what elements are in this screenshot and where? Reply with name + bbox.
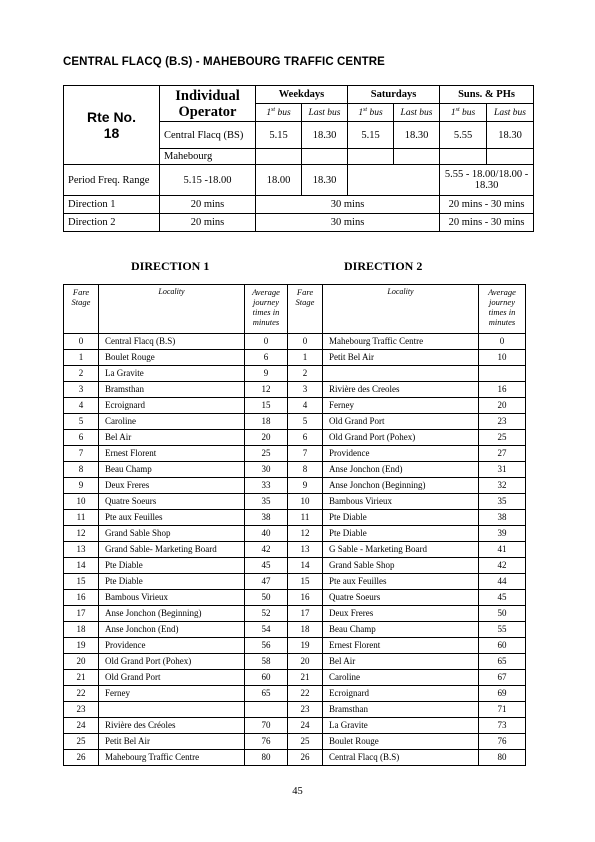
fare-stage-1: 18 <box>64 622 99 638</box>
fare-stage-2: 9 <box>288 478 323 494</box>
locality-1: Caroline <box>99 414 245 430</box>
locality-2: G Sable - Marketing Board <box>323 542 479 558</box>
fare-stage-2: 7 <box>288 446 323 462</box>
journey-time-1: 40 <box>245 526 288 542</box>
journey-time-2 <box>479 366 526 382</box>
table-row <box>64 606 526 622</box>
locality-1: Grand Sable- Marketing Board <box>99 542 245 558</box>
locality-2: Central Flacq (B.S) <box>323 750 479 766</box>
journey-time-1: 58 <box>245 654 288 670</box>
locality-1: Rivière des Créoles <box>99 718 245 734</box>
table-row <box>64 654 526 670</box>
fare-stage-2: 18 <box>288 622 323 638</box>
fare-stage-2: 3 <box>288 382 323 398</box>
locality-2: Bambous Virieux <box>323 494 479 510</box>
direction2-sunday-freq: 20 mins - 30 mins <box>440 214 534 232</box>
locality-2: Providence <box>323 446 479 462</box>
fare-stage-2: 6 <box>288 430 323 446</box>
table-row <box>64 542 526 558</box>
journey-time-1: 15 <box>245 398 288 414</box>
journey-time-2: 0 <box>479 334 526 350</box>
journey-time-1: 52 <box>245 606 288 622</box>
fare-stage-1: 22 <box>64 686 99 702</box>
locality-1: Petit Bel Air <box>99 734 245 750</box>
journey-time-2: 69 <box>479 686 526 702</box>
sunday-last-bus-header: Last bus <box>487 104 534 122</box>
table-row <box>64 670 526 686</box>
locality-1: Beau Champ <box>99 462 245 478</box>
route-summary-table <box>63 85 534 232</box>
fare-stage-1: 15 <box>64 574 99 590</box>
fare-stage-1: 26 <box>64 750 99 766</box>
journey-time-2: 76 <box>479 734 526 750</box>
locality-2: Grand Sable Shop <box>323 558 479 574</box>
locality-1: Central Flacq (B.S) <box>99 334 245 350</box>
locality-1: Old Grand Port (Pohex) <box>99 654 245 670</box>
fare-stage-1: 1 <box>64 350 99 366</box>
locality-2: Old Grand Port (Pohex) <box>323 430 479 446</box>
direction1-label: Direction 1 <box>64 196 160 214</box>
journey-time-1: 65 <box>245 686 288 702</box>
fare-stage-1: 5 <box>64 414 99 430</box>
sunday-first-bus-header: 1st bus <box>440 104 487 122</box>
time-cell: 18.30 <box>302 122 348 149</box>
table-row <box>64 478 526 494</box>
locality-1: Pte aux Feuilles <box>99 510 245 526</box>
journey-time-1: 33 <box>245 478 288 494</box>
locality-1: Pte Diable <box>99 558 245 574</box>
fare-stage-2: 13 <box>288 542 323 558</box>
fare-stage-2: 2 <box>288 366 323 382</box>
table-row <box>64 734 526 750</box>
table-row <box>64 366 526 382</box>
journey-time-1: 6 <box>245 350 288 366</box>
journey-time-2: 27 <box>479 446 526 462</box>
weekdays-header: Weekdays <box>256 86 348 104</box>
journey-time-2: 35 <box>479 494 526 510</box>
table-row <box>64 446 526 462</box>
time-cell: 18.30 <box>394 122 440 149</box>
journey-time-1: 20 <box>245 430 288 446</box>
fare-stage-2: 26 <box>288 750 323 766</box>
locality-2: Ecroignard <box>323 686 479 702</box>
fare-stage-2: 23 <box>288 702 323 718</box>
journey-time-1: 60 <box>245 670 288 686</box>
journey-time-2: 23 <box>479 414 526 430</box>
fare-stage-2: 4 <box>288 398 323 414</box>
fare-stage-1: 25 <box>64 734 99 750</box>
journey-time-1: 56 <box>245 638 288 654</box>
fare-stage-1: 13 <box>64 542 99 558</box>
journey-time-1: 54 <box>245 622 288 638</box>
journey-time-1: 80 <box>245 750 288 766</box>
fare-stage-1: 3 <box>64 382 99 398</box>
table-row <box>64 638 526 654</box>
locality-1: Bramsthan <box>99 382 245 398</box>
locality-1: Ferney <box>99 686 245 702</box>
journey-time-2: 16 <box>479 382 526 398</box>
journey-time-1: 35 <box>245 494 288 510</box>
locality-1: Old Grand Port <box>99 670 245 686</box>
direction1-sunday-freq: 20 mins - 30 mins <box>440 196 534 214</box>
locality-2 <box>323 366 479 382</box>
journey-time-2: 39 <box>479 526 526 542</box>
locality-1: Ernest Florent <box>99 446 245 462</box>
journey-time-1: 30 <box>245 462 288 478</box>
locality-2: Rivière des Creoles <box>323 382 479 398</box>
period-value: 18.00 <box>256 165 302 196</box>
fare-stage-1: 11 <box>64 510 99 526</box>
journey-time-1: 9 <box>245 366 288 382</box>
weekday-first-bus-header: 1st bus <box>256 104 302 122</box>
fare-stage-header: Fare Stage <box>288 285 323 334</box>
locality-1: Grand Sable Shop <box>99 526 245 542</box>
locality-1 <box>99 702 245 718</box>
fare-stage-1: 10 <box>64 494 99 510</box>
fare-stage-1: 24 <box>64 718 99 734</box>
journey-time-1: 42 <box>245 542 288 558</box>
fare-stage-2: 24 <box>288 718 323 734</box>
locality-2: Caroline <box>323 670 479 686</box>
page-number: 45 <box>292 786 303 797</box>
fare-stage-2: 8 <box>288 462 323 478</box>
journey-time-1 <box>245 702 288 718</box>
locality-1: Pte Diable <box>99 574 245 590</box>
locality-2: Bel Air <box>323 654 479 670</box>
time-cell: 18.30 <box>487 122 534 149</box>
direction2-saturday-freq: 30 mins <box>256 214 440 232</box>
table-row <box>64 398 526 414</box>
table-row <box>64 350 526 366</box>
fare-stage-2: 12 <box>288 526 323 542</box>
direction2-label: Direction 2 <box>64 214 160 232</box>
journey-time-1: 25 <box>245 446 288 462</box>
table-row <box>64 702 526 718</box>
fare-stage-header: Fare Stage <box>64 285 99 334</box>
journey-time-2: 71 <box>479 702 526 718</box>
table-row <box>64 718 526 734</box>
journey-time-1: 47 <box>245 574 288 590</box>
locality-2: Pte aux Feuilles <box>323 574 479 590</box>
journey-time-2: 20 <box>479 398 526 414</box>
fare-stage-1: 4 <box>64 398 99 414</box>
direction2-heading: DIRECTION 2 <box>344 259 423 273</box>
fare-stage-2: 1 <box>288 350 323 366</box>
fare-stage-1: 12 <box>64 526 99 542</box>
locality-2: Anse Jonchon (End) <box>323 462 479 478</box>
journey-time-2: 80 <box>479 750 526 766</box>
journey-time-1: 0 <box>245 334 288 350</box>
fare-stage-1: 0 <box>64 334 99 350</box>
direction1-heading: DIRECTION 1 <box>131 259 210 273</box>
fare-stage-2: 15 <box>288 574 323 590</box>
fare-stage-1: 20 <box>64 654 99 670</box>
fare-stage-1: 7 <box>64 446 99 462</box>
direction2-weekday-freq: 20 mins <box>160 214 256 232</box>
table-row <box>64 558 526 574</box>
period-value: 18.30 <box>302 165 348 196</box>
locality-2: La Gravite <box>323 718 479 734</box>
sundays-header: Suns. & PHs <box>440 86 534 104</box>
journey-time-2: 44 <box>479 574 526 590</box>
locality-1: Bambous Virieux <box>99 590 245 606</box>
stop-mahebourg: Mahebourg <box>160 149 256 165</box>
journey-time-2: 10 <box>479 350 526 366</box>
journey-time-2: 42 <box>479 558 526 574</box>
fare-stage-1: 19 <box>64 638 99 654</box>
locality-2: Beau Champ <box>323 622 479 638</box>
page-title: CENTRAL FLACQ (B.S) - MAHEBOURG TRAFFIC CENTRE <box>63 56 385 68</box>
fare-stage-2: 19 <box>288 638 323 654</box>
fare-stage-2: 22 <box>288 686 323 702</box>
time-cell: 5.55 <box>440 122 487 149</box>
route-number: 18 <box>103 125 120 141</box>
locality-1: Anse Jonchon (End) <box>99 622 245 638</box>
saturdays-header: Saturdays <box>348 86 440 104</box>
locality-2: Old Grand Port <box>323 414 479 430</box>
journey-time-2: 45 <box>479 590 526 606</box>
locality-1: Bel Air <box>99 430 245 446</box>
journey-time-2: 73 <box>479 718 526 734</box>
direction1-weekday-freq: 20 mins <box>160 196 256 214</box>
route-number-cell <box>64 86 160 165</box>
journey-time-2: 60 <box>479 638 526 654</box>
fare-stage-2: 20 <box>288 654 323 670</box>
saturday-first-bus-header: 1st bus <box>348 104 394 122</box>
period-sunday-range: 5.55 - 18.00/18.00 - 18.30 <box>440 165 534 196</box>
table-row <box>64 494 526 510</box>
journey-time-1: 45 <box>245 558 288 574</box>
journey-time-2: 41 <box>479 542 526 558</box>
locality-2: Petit Bel Air <box>323 350 479 366</box>
time-cell: 5.15 <box>348 122 394 149</box>
locality-2: Mahebourg Traffic Centre <box>323 334 479 350</box>
fare-stage-1: 16 <box>64 590 99 606</box>
direction1-saturday-freq: 30 mins <box>256 196 440 214</box>
locality-1: Providence <box>99 638 245 654</box>
journey-time-1: 18 <box>245 414 288 430</box>
table-row <box>64 382 526 398</box>
journey-time-2: 67 <box>479 670 526 686</box>
operator-header-line2: Operator <box>178 103 237 120</box>
locality-header: Locality <box>99 285 245 334</box>
journey-time-2: 32 <box>479 478 526 494</box>
locality-1: Deux Freres <box>99 478 245 494</box>
table-row <box>64 334 526 350</box>
saturday-last-bus-header: Last bus <box>394 104 440 122</box>
locality-2: Pte Diable <box>323 510 479 526</box>
table-row <box>64 462 526 478</box>
period-label: Period Freq. Range <box>64 165 160 196</box>
table-row <box>64 430 526 446</box>
fare-stage-1: 8 <box>64 462 99 478</box>
route-label: Rte No. <box>87 109 136 125</box>
locality-1: Anse Jonchon (Beginning) <box>99 606 245 622</box>
locality-1: Ecroignard <box>99 398 245 414</box>
journey-time-1: 70 <box>245 718 288 734</box>
fare-stage-2: 14 <box>288 558 323 574</box>
fare-stage-1: 21 <box>64 670 99 686</box>
table-row <box>64 750 526 766</box>
table-row <box>64 590 526 606</box>
fare-stage-1: 17 <box>64 606 99 622</box>
journey-time-1: 50 <box>245 590 288 606</box>
locality-header: Locality <box>323 285 479 334</box>
table-row <box>64 686 526 702</box>
fare-stage-2: 16 <box>288 590 323 606</box>
table-row <box>64 574 526 590</box>
fare-stage-1: 6 <box>64 430 99 446</box>
table-row <box>64 526 526 542</box>
operator-header <box>160 86 256 122</box>
table-row <box>64 510 526 526</box>
fare-stage-2: 10 <box>288 494 323 510</box>
weekday-last-bus-header: Last bus <box>302 104 348 122</box>
journey-time-2: 25 <box>479 430 526 446</box>
locality-2: Ferney <box>323 398 479 414</box>
locality-1: Quatre Soeurs <box>99 494 245 510</box>
table-row <box>64 622 526 638</box>
journey-time-1: 12 <box>245 382 288 398</box>
locality-2: Boulet Rouge <box>323 734 479 750</box>
fare-stage-2: 11 <box>288 510 323 526</box>
locality-1: Mahebourg Traffic Centre <box>99 750 245 766</box>
fare-stage-2: 5 <box>288 414 323 430</box>
journey-time-2: 38 <box>479 510 526 526</box>
table-row <box>64 414 526 430</box>
fare-stage-1: 23 <box>64 702 99 718</box>
locality-2: Quatre Soeurs <box>323 590 479 606</box>
journey-time-2: 65 <box>479 654 526 670</box>
journey-time-2: 50 <box>479 606 526 622</box>
journey-time-1: 38 <box>245 510 288 526</box>
locality-2: Ernest Florent <box>323 638 479 654</box>
locality-2: Bramsthan <box>323 702 479 718</box>
journey-time-2: 55 <box>479 622 526 638</box>
locality-2: Deux Freres <box>323 606 479 622</box>
fare-stage-2: 25 <box>288 734 323 750</box>
operator-header-line1: Individual <box>175 87 240 104</box>
stop-central-flacq: Central Flacq (BS) <box>160 122 256 149</box>
journey-time-1: 76 <box>245 734 288 750</box>
locality-1: La Gravite <box>99 366 245 382</box>
period-weekday-range: 5.15 -18.00 <box>160 165 256 196</box>
fare-stage-1: 9 <box>64 478 99 494</box>
locality-2: Pte Diable <box>323 526 479 542</box>
fare-stage-1: 14 <box>64 558 99 574</box>
fare-stage-table <box>63 284 526 766</box>
time-cell: 5.15 <box>256 122 302 149</box>
fare-stage-2: 0 <box>288 334 323 350</box>
journey-time-2: 31 <box>479 462 526 478</box>
fare-stage-2: 21 <box>288 670 323 686</box>
fare-stage-1: 2 <box>64 366 99 382</box>
journey-time-header: Average journey times in minutes <box>479 285 526 334</box>
locality-1: Boulet Rouge <box>99 350 245 366</box>
fare-stage-2: 17 <box>288 606 323 622</box>
journey-time-header: Average journey times in minutes <box>245 285 288 334</box>
locality-2: Anse Jonchon (Beginning) <box>323 478 479 494</box>
